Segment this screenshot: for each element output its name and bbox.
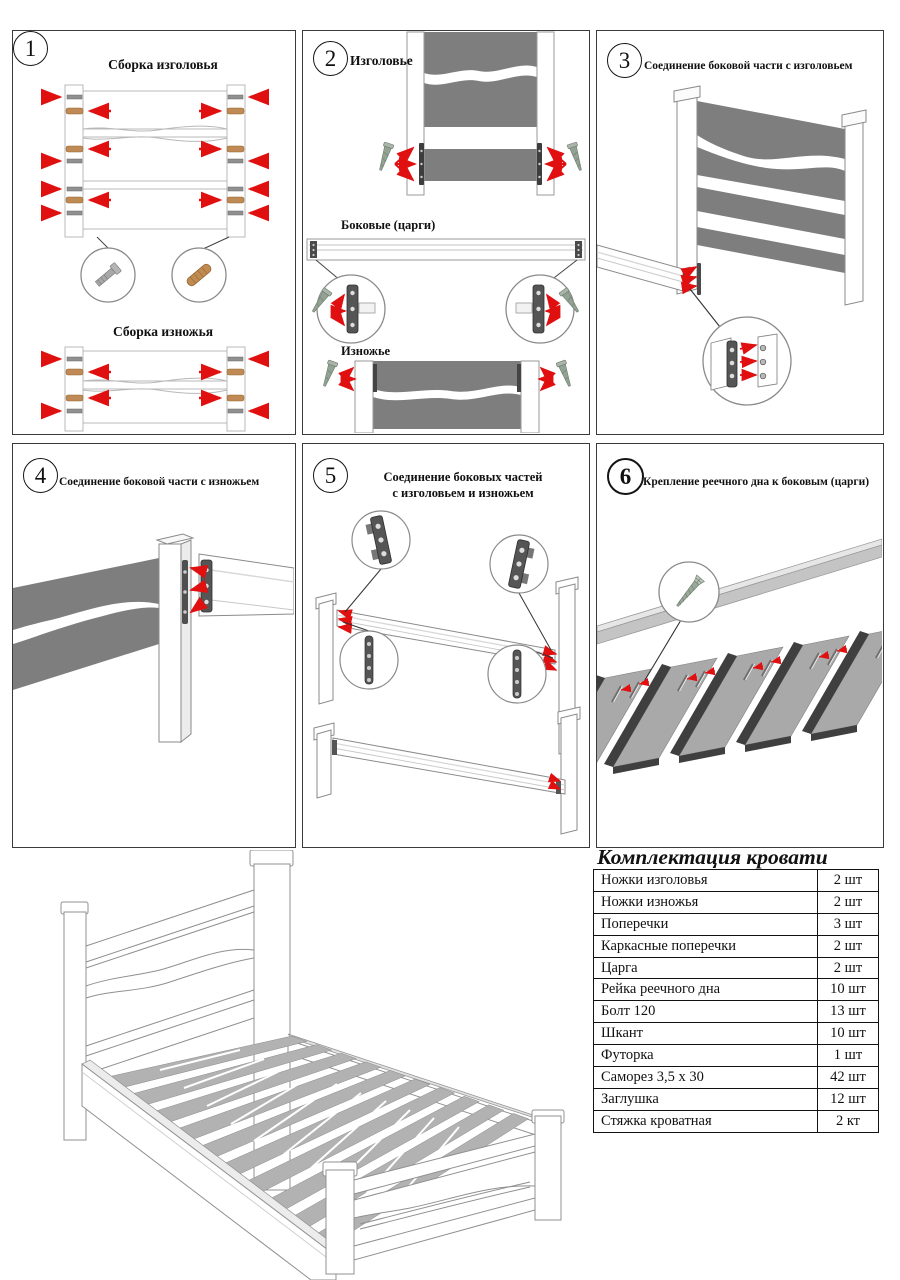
step-number: 4 [34,462,47,488]
side-rails-label: Боковые (царги) [341,218,436,232]
part-name-cell: Царга [594,957,818,979]
step-number-badge-1 [13,31,48,66]
parts-table [593,869,879,1133]
bed-footboard-near-post [326,1170,354,1274]
headboard-assembly-label: Сборка изголовья [108,57,218,72]
part-qty-cell: 1 шт [818,1045,879,1067]
side-rail [199,554,294,616]
side-rail [597,245,690,291]
rails-to-posts-diagram [303,444,588,846]
step-number: 6 [619,463,632,489]
headboard-footboard-schematic [13,31,294,433]
part-qty-cell: 2 шт [818,935,879,957]
headboard-label: Изголовье [350,53,413,68]
part-qty-cell: 2 шт [818,870,879,892]
bracket-callout-1 [352,511,410,569]
table-row [594,957,879,979]
part-name-cell: Футорка [594,1045,818,1067]
table-row [594,1088,879,1110]
table-row [594,891,879,913]
slats-to-rail-diagram [597,444,882,846]
step-number: 1 [24,35,37,61]
step-title-line2: с изголовьем и изножьем [392,485,534,500]
step-number-badge-3 [607,43,642,78]
part-qty-cell: 12 шт [818,1088,879,1110]
step-title [363,470,563,501]
side-rail-to-headboard-diagram [597,31,882,433]
step-number-badge-2 [313,41,348,76]
table-row [594,870,879,892]
step-panel-3 [596,30,884,435]
part-name-cell: Болт 120 [594,1001,818,1023]
screw-icon [320,360,338,388]
part-name-cell: Шкант [594,1023,818,1045]
lower-rail-assembly [314,707,580,834]
headboard-boards [424,32,537,181]
step-number: 2 [324,45,337,71]
footboard-boards [373,361,521,429]
table-row [594,1023,879,1045]
part-name-cell: Поперечки [594,913,818,935]
bracket-callout-2 [490,535,548,593]
part-name-cell: Заглушка [594,1088,818,1110]
step-panel-2 [302,30,590,435]
pin-plate-callout-1 [340,631,398,689]
table-row [594,979,879,1001]
part-name-cell: Рейка реечного дна [594,979,818,1001]
screw-icon [567,142,585,172]
screw-callout [659,562,719,622]
part-qty-cell: 13 шт [818,1001,879,1023]
bed-footboard-far-post [535,1116,561,1220]
table-row [594,1110,879,1132]
screw-icon [376,142,394,172]
step-panel-1 [12,30,296,435]
footboard-assembly-label: Сборка изножья [112,324,214,339]
part-qty-cell: 42 шт [818,1067,879,1089]
step-panel-4 [12,443,296,848]
side-rail-to-footboard-diagram [13,444,294,846]
step-panel-6 [596,443,884,848]
assembled-bed-illustration [30,850,590,1280]
part-name-cell: Ножки изножья [594,891,818,913]
part-qty-cell: 3 шт [818,913,879,935]
bed-slats [597,625,882,785]
step-title-line1: Соединение боковых частей [383,470,543,484]
table-row [594,1067,879,1089]
part-qty-cell: 2 шт [818,957,879,979]
part-qty-cell: 2 шт [818,891,879,913]
step-number-badge-4 [23,458,58,493]
step-number: 5 [324,462,337,488]
table-row [594,1001,879,1023]
step-number: 3 [618,47,631,73]
table-row [594,1045,879,1067]
pin-plate-callout-2 [488,645,546,703]
footboard-boards [13,558,159,690]
headboard-perspective [674,86,866,305]
part-qty-cell: 10 шт [818,979,879,1001]
step-panel-5 [302,443,590,848]
side-rail [597,539,882,644]
parts-table-title: Комплектация кровати [597,845,828,869]
part-name-cell: Саморез 3,5 x 30 [594,1067,818,1089]
table-row [594,913,879,935]
bracket-callout-left [309,275,385,343]
footboard-label: Изножье [341,344,391,358]
table-row [594,935,879,957]
side-rail [307,239,585,260]
part-name-cell: Стяжка кроватная [594,1110,818,1132]
step-title: Соединение боковой части с изголовьем [644,60,853,72]
bracket-callout-right [506,275,582,343]
part-name-cell: Ножки изголовья [594,870,818,892]
screw-icon [556,360,574,388]
bracket-callout [703,317,791,405]
step-title: Соединение боковой части с изножьем [59,476,260,488]
step-number-badge-6 [607,458,644,495]
step-title: Крепление реечного дна к боковым (царги) [643,476,870,488]
step-number-badge-5 [313,458,348,493]
pin-icons [760,345,766,379]
part-qty-cell: 2 кт [818,1110,879,1132]
pin-bracket [697,263,701,295]
part-name-cell: Каркасные поперечки [594,935,818,957]
part-qty-cell: 10 шт [818,1023,879,1045]
